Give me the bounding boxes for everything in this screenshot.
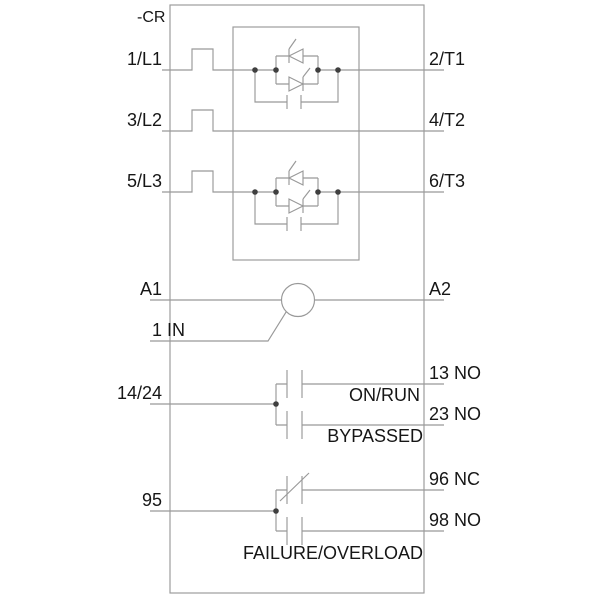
thyristor-pair-l1-icon [276, 39, 318, 91]
no-contact-98-icon [287, 517, 302, 545]
bypass-contact-l1-icon [255, 70, 338, 109]
bypass-branch-wire [255, 70, 338, 102]
bypass-branch-wire [255, 192, 338, 224]
nc-contact-96-slash-icon [280, 473, 309, 501]
terminal-label-1424: 14/24 [116, 383, 162, 403]
terminal-label-1in: 1 IN [152, 320, 186, 340]
no-contact-23-icon [287, 411, 302, 439]
terminal-label-5l3: 5/L3 [126, 171, 162, 191]
terminal-label-3l2: 3/L2 [126, 110, 162, 130]
terminal-label-2t1: 2/T1 [429, 49, 466, 69]
terminal-label-a2: A2 [429, 279, 452, 299]
top-scr-triangle [289, 49, 303, 63]
terminal-label-1l1: 1/L1 [126, 49, 162, 69]
junction-dot [273, 401, 279, 407]
junction-dot [335, 67, 341, 73]
junction-dot [273, 67, 279, 73]
wire-phase-l2 [162, 110, 444, 131]
junction-dot [273, 508, 279, 514]
bottom-scr-triangle [289, 77, 303, 91]
junction-dot [273, 189, 279, 195]
terminal-label-13no: 13 NO [429, 363, 482, 383]
nc-contact-96-bars-icon [287, 476, 302, 504]
bottom-scr-triangle [289, 199, 303, 213]
top-scr-gate [289, 161, 296, 171]
bottom-scr-gate [303, 68, 310, 77]
bypass-contact-bars [287, 95, 301, 109]
annotation-bypassed: BYPASSED [327, 426, 423, 446]
terminal-label-98no: 98 NO [429, 510, 482, 530]
terminal-label-6t3: 6/T3 [429, 171, 466, 191]
top-scr-triangle [289, 171, 303, 185]
bypass-contact-bars [287, 217, 301, 231]
junction-dot [252, 189, 258, 195]
control-coil-circle-icon [282, 284, 315, 317]
terminal-label-96nc: 96 NC [429, 469, 481, 489]
terminal-label-a1: A1 [139, 279, 162, 299]
device-reference-label: -CR [137, 9, 166, 26]
terminal-label-95: 95 [141, 490, 162, 510]
bottom-scr-gate [303, 190, 310, 199]
junction-dot [252, 67, 258, 73]
annotation-on-run: ON/RUN [349, 385, 420, 405]
thyristor-pair-l3-icon [276, 161, 318, 213]
terminal-label-23no: 23 NO [429, 404, 482, 424]
no-contact-13-icon [287, 370, 302, 398]
top-scr-gate [289, 39, 296, 49]
junction-dot [315, 189, 321, 195]
junction-dot [315, 67, 321, 73]
thyristor-module-box [233, 27, 359, 260]
terminal-label-4t2: 4/T2 [429, 110, 466, 130]
bypass-contact-l3-icon [255, 192, 338, 231]
junction-dot [335, 189, 341, 195]
annotation-failure-overload: FAILURE/OVERLOAD [242, 543, 423, 563]
